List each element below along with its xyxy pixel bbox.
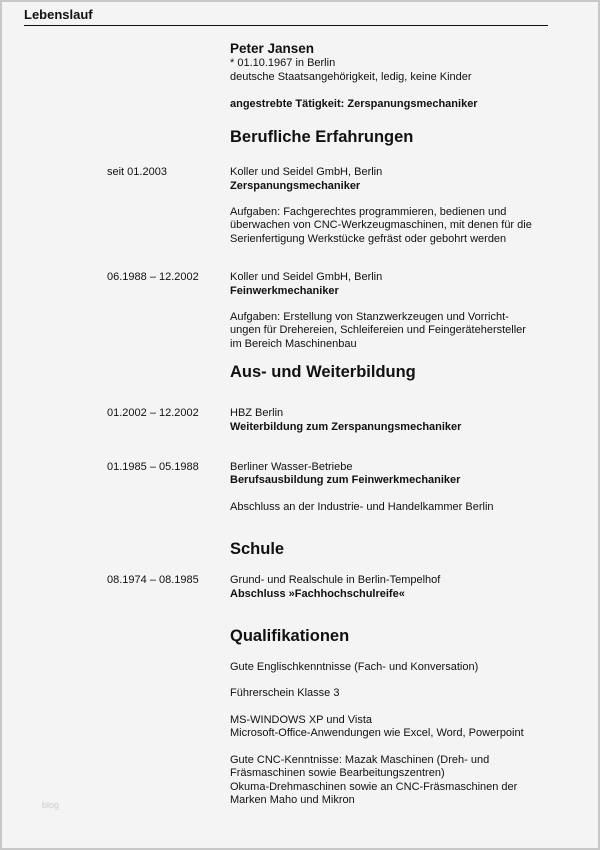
- experience-date: 06.1988 – 12.2002: [107, 271, 199, 283]
- experience-task-line: überwachen von CNC-Werkzeugmaschinen, mit denen für die: [230, 219, 532, 231]
- section-heading-qualifications: Qualifikationen: [230, 627, 350, 645]
- experience-date: seit 01.2003: [107, 166, 167, 178]
- qualification-line: Marken Maho und Mikron: [230, 794, 355, 806]
- birth-info: * 01.10.1967 in Berlin: [230, 57, 336, 69]
- experience-company: Koller und Seidel GmbH, Berlin: [230, 271, 383, 283]
- personal-status: deutsche Staatsangehörigkeit, ledig, keine Kinder: [230, 71, 472, 83]
- education-title: Berufsausbildung zum Feinwerkmechaniker: [230, 474, 461, 486]
- education-date: 01.1985 – 05.1988: [107, 461, 199, 473]
- education-date: 01.2002 – 12.2002: [107, 407, 199, 419]
- target-value: Zerspanungsmechaniker: [347, 98, 478, 110]
- experience-company: Koller und Seidel GmbH, Berlin: [230, 166, 383, 178]
- education-institution: Berliner Wasser-Betriebe: [230, 461, 353, 473]
- experience-role: Feinwerkmechaniker: [230, 285, 339, 297]
- watermark: blog: [42, 800, 60, 810]
- section-heading-school: Schule: [230, 540, 285, 558]
- qualification-line: Führerschein Klasse 3: [230, 687, 340, 699]
- qualification-line: Gute Englischkenntnisse (Fach- und Konversation): [230, 661, 479, 673]
- education-note: Abschluss an der Industrie- und Handelkammer Berlin: [230, 501, 494, 513]
- experience-task-line: Aufgaben: Erstellung von Stanzwerkzeugen und Vorricht-: [230, 311, 509, 323]
- qualification-line: Microsoft-Office-Anwendungen wie Excel, Word, Powerpoint: [230, 727, 524, 739]
- experience-task-line: Aufgaben: Fachgerechtes programmieren, bedienen und: [230, 206, 507, 218]
- school-institution: Grund- und Realschule in Berlin-Tempelhof: [230, 574, 441, 586]
- section-heading-education: Aus- und Weiterbildung: [230, 363, 416, 381]
- person-name: Peter Jansen: [230, 41, 315, 56]
- qualification-line: Gute CNC-Kenntnisse: Mazak Maschinen (Dreh- und: [230, 754, 490, 766]
- section-heading-experience: Berufliche Erfahrungen: [230, 128, 414, 146]
- experience-task-line: Serienfertigung Werkstücke gefräst oder gebohrt werden: [230, 233, 507, 245]
- qualification-line: Fräsmaschinen sowie Bearbeitungszentren): [230, 767, 445, 779]
- school-date: 08.1974 – 08.1985: [107, 574, 199, 586]
- qualification-line: Okuma-Drehmaschinen sowie an CNC-Fräsmaschinen der: [230, 781, 518, 793]
- school-degree: Abschluss »Fachhochschulreife«: [230, 588, 405, 600]
- target-label: angestrebte Tätigkeit:: [230, 98, 345, 110]
- experience-task-line: ungen für Drehereien, Schleifereien und Feingerätehersteller: [230, 324, 526, 336]
- education-institution: HBZ Berlin: [230, 407, 284, 419]
- education-title: Weiterbildung zum Zerspanungsmechaniker: [230, 421, 462, 433]
- target-position: [230, 97, 478, 111]
- experience-role: Zerspanungsmechaniker: [230, 180, 361, 192]
- document-title: Lebenslauf: [24, 7, 93, 22]
- experience-task-line: im Bereich Maschinenbau: [230, 338, 357, 350]
- qualification-line: MS-WINDOWS XP und Vista: [230, 714, 373, 726]
- header-divider: [24, 25, 548, 26]
